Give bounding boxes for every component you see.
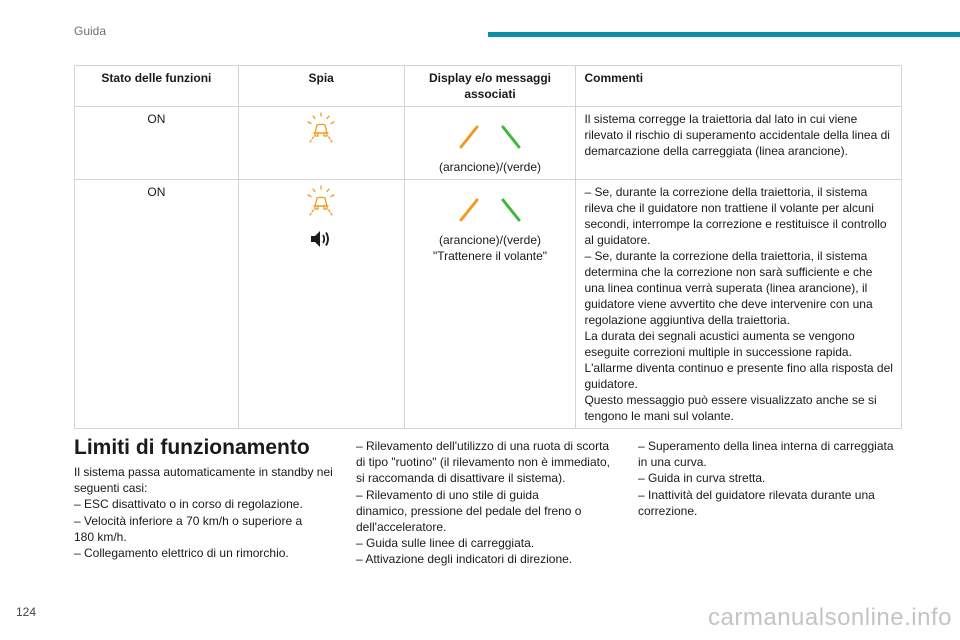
- text-line: correzione.: [638, 503, 698, 518]
- display-cell: [404, 107, 576, 180]
- text-line: – Rilevamento dell'utilizzo di una ruota di scorta: [356, 439, 610, 453]
- comment-line: – Se, durante la correzione della traiettoria, il sistema: [584, 185, 868, 199]
- orange-lane-line-icon: [459, 125, 479, 149]
- comment-line: guidatore.: [584, 377, 638, 391]
- comment-line: – Se, durante la correzione della traiettoria, il sistema: [584, 249, 868, 263]
- limits-column-2: [356, 438, 620, 568]
- function-status-table: [74, 65, 902, 429]
- orange-lane-line-icon: [459, 198, 479, 222]
- text-line: 180 km/h.: [74, 529, 127, 544]
- green-lane-line-icon: [501, 198, 521, 222]
- header-title: Guida: [74, 24, 107, 38]
- comment-line: determina che la correzione non sarà sufficiente e che: [584, 265, 873, 279]
- text-line: – Collegamento elettrico di un rimorchio.: [74, 546, 289, 561]
- section-title: Limiti di funzionamento: [74, 436, 310, 459]
- text-line: – Velocità inferiore a 70 km/h o superiore a: [74, 513, 303, 528]
- comment-line: una linea continua verrà superata (linea arancione), il: [584, 281, 868, 295]
- page-number: 124: [16, 605, 37, 619]
- warning-light-cell: [238, 107, 404, 180]
- speaker-icon: [309, 228, 333, 250]
- text-line: seguenti casi:: [74, 481, 148, 496]
- table-header-display: Display e/o messaggi associati: [404, 66, 576, 107]
- comment-line: rilevato il rischio di superamento accidentale della linea di: [584, 128, 890, 142]
- comment-line: guidatore viene avvertito che deve intervenire con una: [584, 297, 873, 311]
- state-cell: ON: [75, 107, 239, 180]
- table-header-state: Stato delle funzioni: [75, 66, 239, 107]
- display-color-text: (arancione)/(verde): [438, 233, 542, 247]
- warning-light-cell: [238, 180, 404, 429]
- text-line: – Rilevamento di uno stile di guida: [356, 487, 539, 502]
- text-line: di tipo "ruotino" (il rilevamento non è immediato,: [356, 455, 610, 470]
- comment-line: L'allarme diventa continuo e presente fino alla risposta del: [584, 361, 893, 375]
- table-header-warning-light: Spia: [238, 66, 404, 107]
- comment-cell: [576, 180, 902, 429]
- table-header-comments: Commenti: [576, 66, 902, 107]
- comment-line: al guidatore.: [584, 233, 651, 247]
- state-cell: ON: [75, 180, 239, 429]
- text-line: Il sistema passa automaticamente in standby nei: [74, 465, 333, 479]
- comment-line: rileva che il guidatore non trattiene il volante per alcuni: [584, 201, 874, 215]
- comment-line: Questo messaggio può essere visualizzato anche se si: [584, 393, 877, 407]
- text-line: – Guida in curva stretta.: [638, 471, 766, 486]
- comment-cell: [576, 107, 902, 180]
- text-line: – Superamento della linea interna di carreggiata: [638, 439, 894, 453]
- comment-line: tengono le mani sul volante.: [584, 409, 734, 423]
- text-line: – Inattività del guidatore rilevata durante una: [638, 487, 875, 502]
- lane-keep-assist-icon: [304, 184, 338, 218]
- limits-column-1: [74, 464, 342, 561]
- text-line: dinamico, pressione del pedale del freno o: [356, 503, 582, 518]
- text-line: in una curva.: [638, 455, 707, 470]
- comment-line: La durata dei segnali acustici aumenta se vengono: [584, 329, 855, 343]
- comment-line: demarcazione della carreggiata (linea arancione).: [584, 144, 848, 158]
- text-line: – Attivazione degli indicatori di direzione.: [356, 552, 573, 567]
- text-line: – ESC disattivato o in corso di regolazione.: [74, 497, 303, 512]
- table-row: [75, 180, 902, 429]
- lane-keep-assist-icon: [304, 111, 338, 145]
- text-line: si raccomanda di disattivare il sistema).: [356, 471, 566, 486]
- text-line: – Guida sulle linee di carreggiata.: [356, 536, 535, 551]
- table-header-row: [75, 66, 902, 107]
- comment-line: regolazione aggiuntiva della traiettoria.: [584, 313, 790, 327]
- table-row: [75, 107, 902, 180]
- header-accent-bar: [488, 32, 960, 37]
- display-cell: [404, 180, 576, 429]
- comment-line: Il sistema corregge la traiettoria dal lato in cui viene: [584, 112, 858, 126]
- green-lane-line-icon: [501, 125, 521, 149]
- text-line: dell'acceleratore.: [356, 520, 447, 535]
- watermark: carmanualsonline.info: [708, 604, 952, 631]
- comment-line: secondi, interrompe la correzione e restituisce il controllo: [584, 217, 887, 231]
- display-message-text: "Trattenere il volante": [432, 249, 548, 263]
- comment-line: eseguite correzioni multiple in successione rapida.: [584, 345, 852, 359]
- display-color-text: (arancione)/(verde): [438, 160, 542, 174]
- limits-column-3: [638, 438, 902, 519]
